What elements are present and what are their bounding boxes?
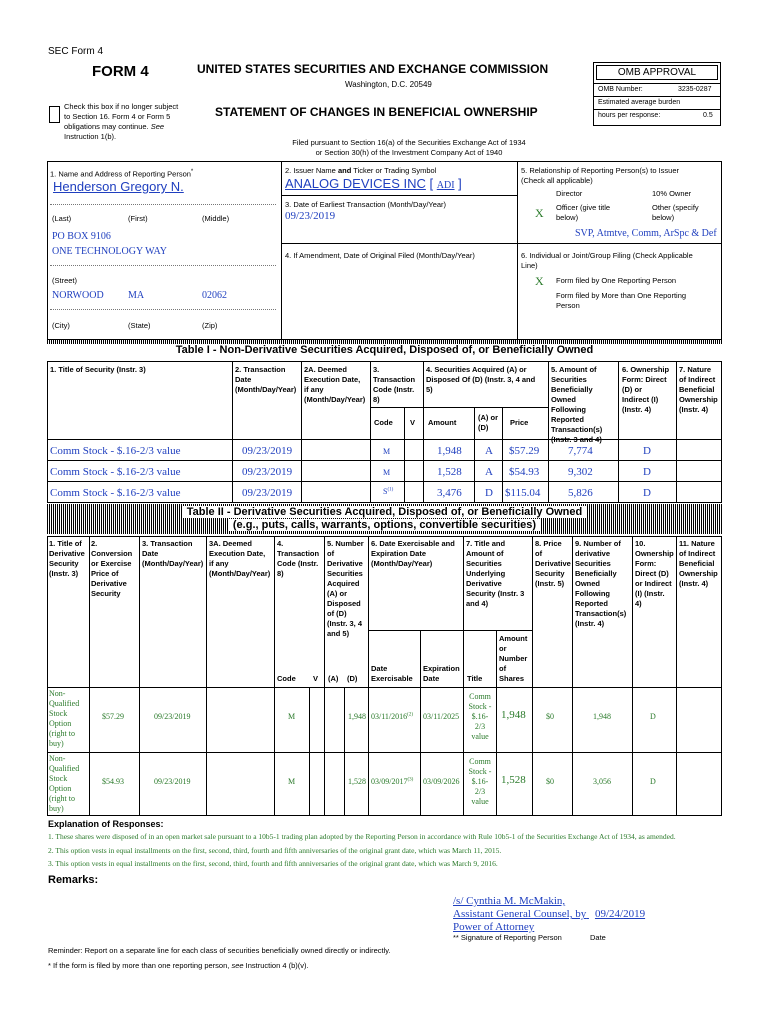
more-reporting-persons-label: Form filed by More than One Reporting Person	[556, 291, 687, 310]
owned-following: 9,302	[568, 466, 593, 478]
ownership-form: D	[650, 712, 656, 721]
ownership-form: D	[643, 445, 651, 457]
explanation-item-1: 1. These shares were disposed of in an open market sale pursuant to a 10b5-1 trading plan adopted by the Reporting Person in accordance with Rule 10b5-1 of the Securities Exchange Act of 1934, as amended.	[48, 832, 676, 841]
derivative-price: $0	[546, 777, 554, 786]
conversion-price: $54.93	[102, 777, 124, 786]
officer-title: SVP, Atmtve, Comm, ArSpc & Def	[575, 228, 717, 239]
underlying-title: Comm Stock - $.16- 2/3 value	[468, 757, 492, 806]
officer-check[interactable]: X	[535, 206, 544, 220]
city-value: NORWOOD	[52, 290, 104, 301]
transaction-date: 09/23/2019	[242, 487, 293, 499]
t1-h5: 5. Amount of Securities Beneficially Owned Following Reported Transaction(s) (Instr. 3 and 4)	[551, 365, 603, 444]
a-or-d: A	[485, 445, 493, 457]
statement-title: STATEMENT OF CHANGES IN BENEFICIAL OWNERSHIP	[215, 105, 538, 119]
t2-h7: 7. Title and Amount of Securities Underlying Derivative Security (Instr. 3 and 4)	[466, 539, 525, 608]
one-reporting-person-check[interactable]: X	[535, 274, 544, 288]
owned-following: 5,826	[568, 487, 593, 499]
box3-label: 3. Date of Earliest Transaction (Month/Day/Year)	[285, 200, 447, 209]
table2-title: Table II - Derivative Securities Acquired, Disposed of, or Beneficially Owned (e.g., puts, calls, warrants, options, convertible securities)	[47, 506, 722, 532]
t2-h8: 8. Price of Derivative Security (Instr. 5)	[535, 539, 571, 588]
t2-h11: 11. Nature of Indirect Beneficial Ownership (Instr. 4)	[679, 539, 718, 588]
t1-sub-amount: Amount	[428, 418, 457, 427]
issuer-line: ANALOG DEVICES INC [ ADI ]	[285, 176, 462, 191]
zip-label: (Zip)	[202, 321, 218, 330]
security-title: Comm Stock - $.16-2/3 value	[50, 466, 181, 478]
no-longer-subject-checkbox[interactable]	[49, 106, 60, 123]
t2-sub-a: (A)	[328, 674, 339, 683]
reporting-person-name[interactable]: Henderson Gregory N.	[53, 179, 184, 194]
explanation-title: Explanation of Responses:	[48, 819, 164, 829]
t1-h2a: 2A. Deemed Execution Date, if any (Month/Day/Year)	[304, 365, 366, 404]
a-or-d: D	[485, 487, 493, 499]
table1-title: Table I - Non-Derivative Securities Acquired, Disposed of, or Beneficially Owned	[47, 344, 722, 356]
t2-sub-expiration: Expiration Date	[423, 664, 460, 683]
t2-sub-exercisable: Date Exercisable	[371, 664, 413, 683]
transaction-code: M	[288, 712, 296, 721]
expiration-date: 03/11/2025	[423, 712, 460, 721]
t2-sub-amount: Amount or Number of Shares	[499, 634, 528, 683]
transaction-date: 09/23/2019	[242, 445, 293, 457]
t1-h3: 3. Transaction Code (Instr. 8)	[373, 365, 416, 404]
t2-sub-v: V	[313, 674, 319, 683]
officer-label: Officer (give title below)	[556, 203, 611, 222]
transaction-date: 09/23/2019	[242, 466, 293, 478]
transaction-code: M	[383, 468, 391, 477]
footnote-text: * If the form is filed by more than one reporting person, see Instruction 4 (b)(v).	[48, 961, 309, 970]
middle-label: (Middle)	[202, 214, 230, 223]
date-exercisable: 03/09/2017$^{(3)}$	[371, 777, 414, 786]
city-label: (City)	[52, 321, 70, 330]
signature-block: /s/ Cynthia M. McMakin, Assistant General Counsel, by 09/24/2019 Power of Attorney	[453, 895, 646, 933]
t1-h1: 1. Title of Security (Instr. 3)	[50, 365, 146, 374]
reminder-text: Reminder: Report on a separate line for each class of securities beneficially owned directly or indirectly.	[48, 946, 391, 955]
amount: 3,476	[437, 487, 462, 499]
t1-sub-v: V	[410, 418, 416, 427]
t1-h2: 2. Transaction Date (Month/Day/Year)	[235, 365, 297, 394]
issuer-name[interactable]: ANALOG DEVICES INC	[285, 176, 426, 191]
amount: 1,528	[437, 466, 462, 478]
director-label: Director	[556, 189, 583, 198]
derivative-acquired: 1,948	[348, 712, 366, 721]
t2-h1: 1. Title of Derivative Security (Instr. 3)	[49, 539, 85, 578]
t2-h4: 4. Transaction Code (Instr. 8)	[277, 539, 320, 578]
state-label: (State)	[128, 321, 151, 330]
form-title: FORM 4	[92, 63, 149, 80]
t2-h3: 3. Transaction Date (Month/Day/Year)	[142, 539, 204, 568]
omb-number-label: OMB Number:	[598, 86, 643, 93]
box5-label: 5. Relationship of Reporting Person(s) to Issuer (Check all applicable)	[521, 166, 679, 185]
t2-h6: 6. Date Exercisable and Expiration Date (Month/Day/Year)	[371, 539, 455, 568]
box4-label: 4. If Amendment, Date of Original Filed (Month/Day/Year)	[285, 251, 475, 260]
ownership-form: D	[643, 466, 651, 478]
first-label: (First)	[128, 214, 148, 223]
commission-title: UNITED STATES SECURITIES AND EXCHANGE COMMISSION	[197, 62, 549, 76]
explanation-item-2: 2. This option vests in equal installments on the first, second, third, fourth and fifth anniversaries of the original grant date, which was March 11, 2015.	[48, 846, 502, 855]
address-line-1: PO BOX 9106	[52, 231, 111, 242]
transaction-date: 09/23/2019	[154, 712, 191, 721]
signature-date: 09/24/2019	[594, 908, 646, 920]
omb-number-value: 3235-0287	[678, 86, 712, 93]
date-label: Date	[590, 933, 606, 942]
expiration-date: 03/09/2026	[423, 777, 460, 786]
remarks-title: Remarks:	[48, 874, 99, 886]
underlying-shares: 1,948	[501, 709, 526, 721]
ten-percent-owner-label: 10% Owner	[652, 189, 692, 198]
security-title: Comm Stock - $.16-2/3 value	[50, 445, 181, 457]
t2-h10: 10. Ownership Form: Direct (D) or Indirect (I) (Instr. 4)	[635, 539, 674, 608]
issuer-ticker[interactable]: ADI	[436, 180, 455, 191]
t1-h7: 7. Nature of Indirect Beneficial Ownership (Instr. 4)	[679, 365, 718, 414]
other-label: Other (specify below)	[652, 203, 699, 222]
address-line-2: ONE TECHNOLOGY WAY	[52, 246, 167, 257]
derivative-title: Non- Qualified Stock Option (right to buy)	[49, 754, 80, 813]
one-reporting-person-label: Form filed by One Reporting Person	[556, 276, 677, 285]
price: $115.04	[505, 487, 541, 499]
t2-sub-title: Title	[467, 674, 483, 683]
transaction-date: 09/23/2019	[154, 777, 191, 786]
t2-h9: 9. Number of derivative Securities Beneficially Owned Following Reported Transaction(s) (Instr. 4)	[575, 539, 627, 628]
derivative-owned: 1,948	[593, 712, 611, 721]
t2-sub-code: Code	[277, 674, 296, 683]
checkbox-instructions: Check this box if no longer subject to Section 16. Form 4 or Form 5 obligations may continue. See Instruction 1(b).	[64, 102, 179, 141]
omb-title: OMB APPROVAL	[596, 65, 718, 80]
t1-h6: 6. Ownership Form: Direct (D) or Indirect (I) (Instr. 4)	[622, 365, 670, 414]
zip-value: 02062	[202, 290, 227, 301]
filed-pursuant-text: Filed pursuant to Section 16(a) of the Securities Exchange Act of 1934 or Section 30(h) of the Investment Company Act of 1940	[292, 138, 526, 157]
signature-label: ** Signature of Reporting Person	[453, 933, 562, 942]
derivative-title: Non- Qualified Stock Option (right to buy)	[49, 689, 80, 748]
state-value: MA	[128, 290, 145, 301]
t2-h3a: 3A. Deemed Execution Date, if any (Month/Day/Year)	[209, 539, 271, 578]
t2-sub-d: (D)	[347, 674, 358, 683]
sec-form-label: SEC Form 4	[48, 46, 104, 57]
a-or-d: A	[485, 466, 493, 478]
underlying-title: Comm Stock - $.16- 2/3 value	[468, 692, 492, 741]
t1-sub-code: Code	[374, 418, 393, 427]
t2-h5: 5. Number of Derivative Securities Acquired (A) or Disposed of (D) (Instr. 3, 4 and 5)	[327, 539, 364, 638]
omb-hours-value: 0.5	[703, 112, 713, 119]
t1-sub-price: Price	[510, 418, 529, 427]
t1-sub-aord: (A) or (D)	[478, 413, 498, 432]
price: $54.93	[509, 466, 540, 478]
earliest-transaction-date: 09/23/2019	[285, 210, 336, 222]
last-label: (Last)	[52, 214, 72, 223]
security-title: Comm Stock - $.16-2/3 value	[50, 487, 181, 499]
transaction-code: $S^{(1)}$	[383, 487, 394, 496]
omb-hours-label: hours per response:	[598, 112, 661, 119]
street-label: (Street)	[52, 276, 78, 285]
box2-label: 2. Issuer Name and Ticker or Trading Symbol	[285, 166, 437, 175]
ownership-form: D	[643, 487, 651, 499]
explanation-item-3: 3. This option vests in equal installments on the first, second, third, fourth and fifth anniversaries of the original grant date, which was March 9, 2016.	[48, 859, 498, 868]
amount: 1,948	[437, 445, 462, 457]
commission-address: Washington, D.C. 20549	[345, 80, 432, 89]
owned-following: 7,774	[568, 445, 593, 457]
derivative-price: $0	[546, 712, 554, 721]
derivative-owned: 3,056	[593, 777, 611, 786]
ownership-form: D	[650, 777, 656, 786]
box1-label: 1. Name and Address of Reporting Person*	[50, 169, 194, 179]
t1-h4: 4. Securities Acquired (A) or Disposed Of (D) (Instr. 3, 4 and 5)	[426, 365, 536, 394]
transaction-code: M	[288, 777, 296, 786]
transaction-code: M	[383, 447, 391, 456]
conversion-price: $57.29	[102, 712, 124, 721]
omb-burden-label: Estimated average burden	[598, 99, 681, 106]
box6-label: 6. Individual or Joint/Group Filing (Check Applicable Line)	[521, 251, 693, 270]
underlying-shares: 1,528	[501, 774, 526, 786]
t2-h2: 2. Conversion or Exercise Price of Derivative Security	[91, 539, 133, 598]
price: $57.29	[509, 445, 540, 457]
derivative-acquired: 1,528	[348, 777, 366, 786]
date-exercisable: 03/11/2016$^{(2)}$	[371, 712, 413, 721]
